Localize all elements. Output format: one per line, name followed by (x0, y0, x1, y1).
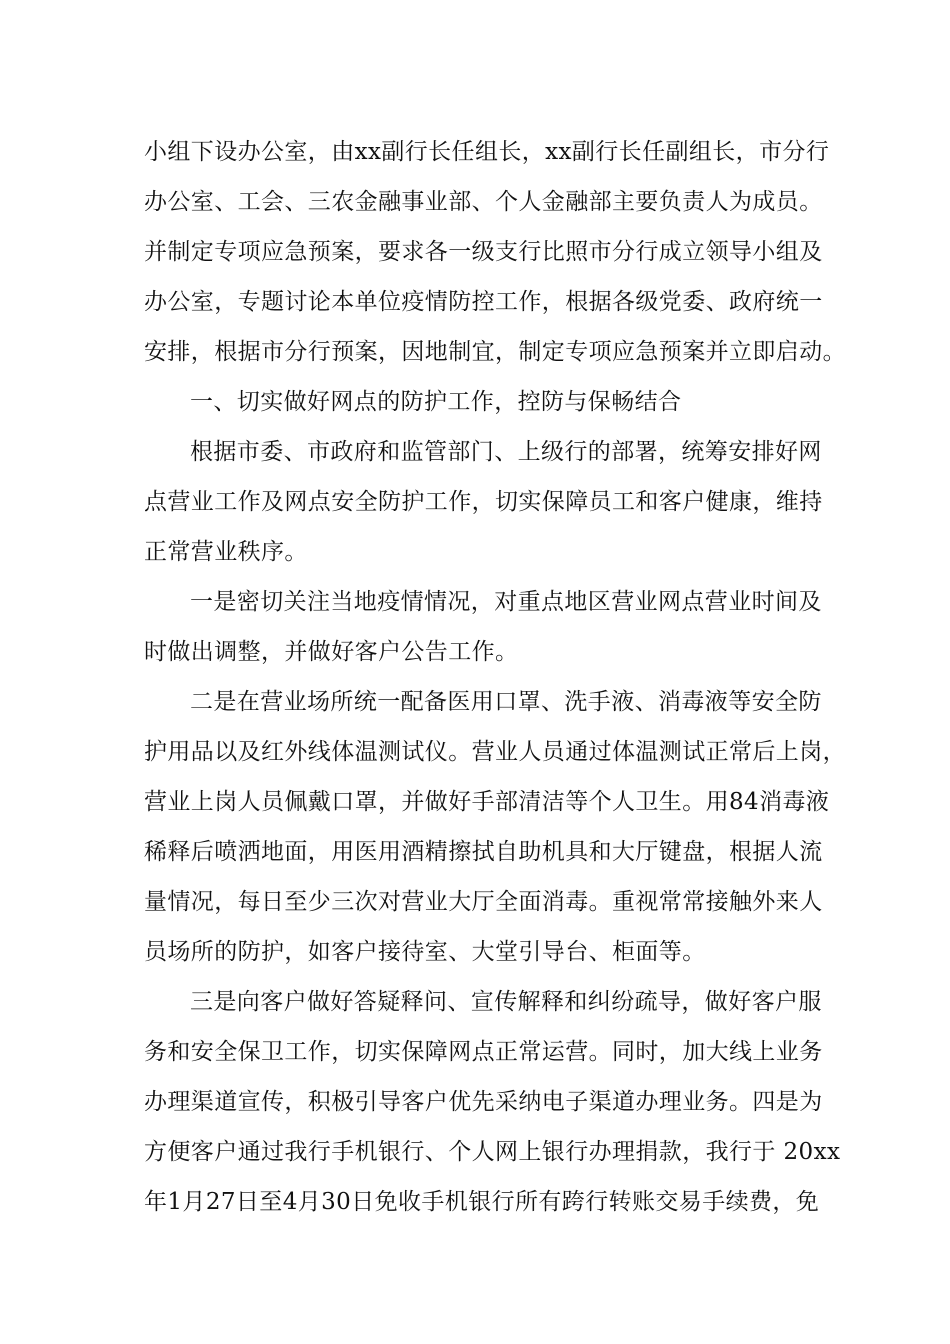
text-line: 方便客户通过我行手机银行、个人网上银行办理捐款，我行于 20xx (144, 1139, 841, 1165)
text-line: 年1月27日至4月30日免收手机银行所有跨行转账交易手续费，免 (144, 1189, 820, 1215)
text-line: 护用品以及红外线体温测试仪。营业人员通过体温测试正常后上岗， (144, 739, 846, 765)
section-heading: 一、切实做好网点的防护工作，控防与保畅结合 (190, 389, 682, 415)
text-line: 正常营业秩序。 (144, 539, 308, 565)
text-line: 根据市委、市政府和监管部门、上级行的部署，统筹安排好网 (190, 439, 822, 465)
text-line: 稀释后喷洒地面，用医用酒精擦拭自助机具和大厅键盘，根据人流 (144, 839, 823, 865)
text-line: 营业上岗人员佩戴口罩，并做好手部清洁等个人卫生。用84消毒液 (144, 789, 830, 815)
text-line: 并制定专项应急预案，要求各一级支行比照市分行成立领导小组及 (144, 239, 823, 265)
text-line: 时做出调整，并做好客户公告工作。 (144, 639, 519, 665)
text-line: 安排，根据市分行预案，因地制宜，制定专项应急预案并立即启动。 (144, 339, 846, 365)
text-line: 量情况，每日至少三次对营业大厅全面消毒。重视常常接触外来人 (144, 889, 823, 915)
text-line: 二是在营业场所统一配备医用口罩、洗手液、消毒液等安全防 (190, 689, 822, 715)
text-line: 一是密切关注当地疫情情况，对重点地区营业网点营业时间及 (190, 589, 822, 615)
text-line: 员场所的防护，如客户接待室、大堂引导台、柜面等。 (144, 939, 706, 965)
text-line: 点营业工作及网点安全防护工作，切实保障员工和客户健康，维持 (144, 489, 823, 515)
text-line: 办公室，专题讨论本单位疫情防控工作，根据各级党委、政府统一 (144, 289, 823, 315)
text-line: 办理渠道宣传，积极引导客户优先采纳电子渠道办理业务。四是为 (144, 1089, 823, 1115)
text-line: 办公室、工会、三农金融事业部、个人金融部主要负责人为成员。 (144, 189, 823, 215)
text-line: 务和安全保卫工作，切实保障网点正常运营。同时，加大线上业务 (144, 1039, 823, 1065)
text-line: 三是向客户做好答疑释问、宣传解释和纠纷疏导，做好客户服 (190, 989, 822, 1015)
text-line: 小组下设办公室，由xx副行长任组长，xx副行长任副组长，市分行 (144, 139, 830, 165)
